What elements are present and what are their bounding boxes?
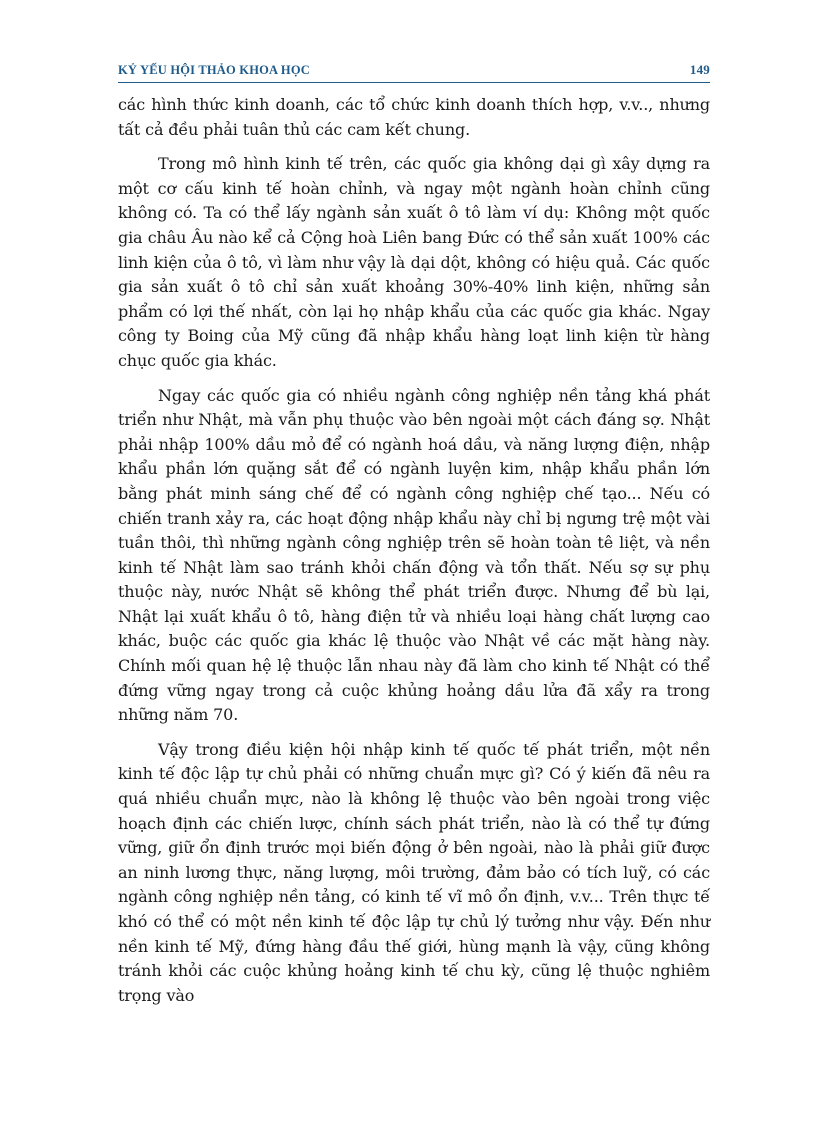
paragraph-continued: các hình thức kinh doanh, các tổ chức kinh doanh thích hợp, v.v.., nhưng tất cả đều phải tuân thủ các cam kết chung.: [118, 95, 710, 139]
running-header: [118, 62, 710, 83]
body-text: [118, 93, 710, 1008]
paragraph: Vậy trong điều kiện hội nhập kinh tế quốc tế phát triển, một nền kinh tế độc lập tự chủ phải có những chuẩn mực gì? Có ý kiến đã nêu ra quá nhiều chuẩn mực, nào là không lệ thuộc vào bên ngoài trong việc hoạch định các chiến lược, chính sách phát triển, nào là có thể tự đứng vững, giữ ổn định trước mọi biến động ở bên ngoài, nào là phải giữ được an ninh lương thực, năng lượng, môi trường, đảm bảo có tích luỹ, có các ngành công nghiệp nền tảng, có kinh tế vĩ mô ổn định, v.v... Trên thực tế khó có thể có một nền kinh tế độc lập tự chủ lý tưởng như vậy. Đến như nền kinh tế Mỹ, đứng hàng đầu thế giới, hùng mạnh là vậy, cũng không tránh khỏi các cuộc khủng hoảng kinh tế chu kỳ, cũng lệ thuộc nghiêm trọng vào: [118, 739, 710, 1005]
page-number: 149: [689, 62, 710, 77]
document-page: [118, 62, 710, 1018]
running-header-title: KỶ YẾU HỘI THẢO KHOA HỌC: [118, 63, 310, 77]
paragraph: Ngay các quốc gia có nhiều ngành công nghiệp nền tảng khá phát triển như Nhật, mà vẫn phụ thuộc vào bên ngoài một cách đáng sợ. Nhật phải nhập 100% dầu mỏ để có ngành hoá dầu, và năng lượng điện, nhập khẩu phần lớn quặng sắt để có ngành luyện kim, nhập khẩu phần lớn bằng phát minh sáng chế để có ngành công nghiệp chế tạo... Nếu có chiến tranh xảy ra, các hoạt động nhập khẩu này chỉ bị ngưng trệ một vài tuần thôi, thì những ngành công nghiệp trên sẽ hoàn toàn tê liệt, và nền kinh tế Nhật làm sao tránh khỏi chấn động và tổn thất. Nếu sợ sự phụ thuộc này, nước Nhật sẽ không thể phát triển được. Nhưng để bù lại, Nhật lại xuất khẩu ô tô, hàng điện tử và nhiều loại hàng chất lượng cao khác, buộc các quốc gia khác lệ thuộc vào Nhật về các mặt hàng này. Chính mối quan hệ lệ thuộc lẫn nhau này đã làm cho kinh tế Nhật có thể đứng vững ngay trong cả cuộc khủng hoảng dầu lửa đã xẩy ra trong những năm 70.: [118, 385, 710, 725]
paragraph: Trong mô hình kinh tế trên, các quốc gia không dại gì xây dựng ra một cơ cấu kinh tế hoàn chỉnh, và ngay một ngành hoàn chỉnh cũng không có. Ta có thể lấy ngành sản xuất ô tô làm ví dụ: Không một quốc gia châu Âu nào kể cả Cộng hoà Liên bang Đức có thể sản xuất 100% các linh kiện của ô tô, vì làm như vậy là dại dột, không có hiệu quả. Các quốc gia sản xuất ô tô chỉ sản xuất khoảng 30%-40% linh kiện, những sản phẩm có lợi thế nhất, còn lại họ nhập khẩu của các quốc gia khác. Ngay công ty Boing của Mỹ cũng đã nhập khẩu hàng loạt linh kiện từ hàng chục quốc gia khác.: [118, 154, 710, 370]
